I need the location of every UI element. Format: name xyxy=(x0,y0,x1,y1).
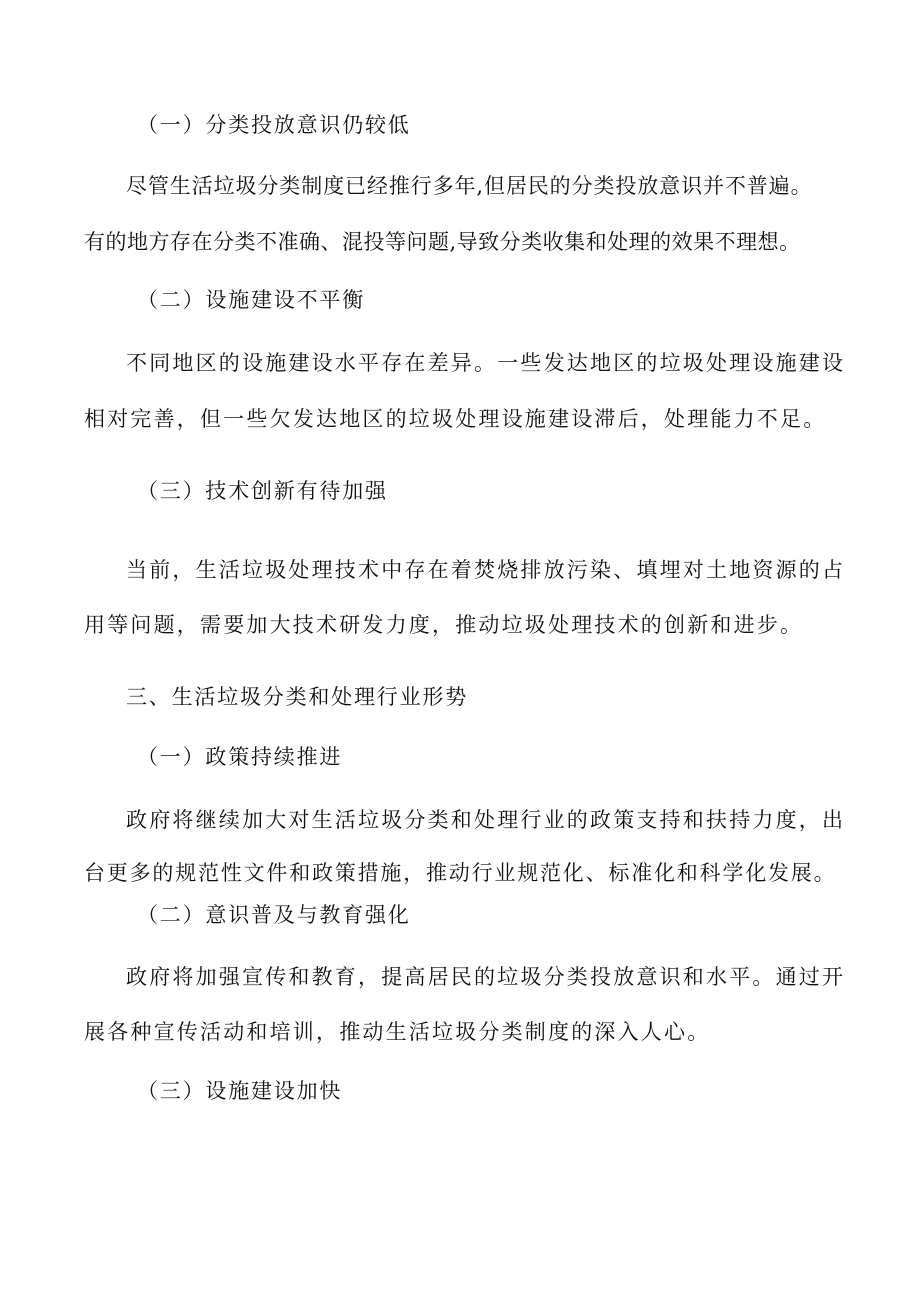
paragraph-line: 展各种宣传活动和培训，推动生活垃圾分类制度的深入人心。 xyxy=(84,1020,711,1044)
subsection-heading: （二）意识普及与教育强化 xyxy=(137,903,411,927)
paragraph-line: 不同地区的设施建设水平存在差异。一些发达地区的垃圾处理设施建设 xyxy=(126,351,846,375)
paragraph-line: 政府将继续加大对生活垃圾分类和处理行业的政策支持和扶持力度，出 xyxy=(126,808,846,832)
paragraph-line: 尽管生活垃圾分类制度已经推行多年,但居民的分类投放意识并不普遍。 xyxy=(126,174,813,198)
paragraph-line: 当前，生活垃圾处理技术中存在着焚烧排放污染、填埋对土地资源的占 xyxy=(126,558,846,582)
subsection-heading: （一）分类投放意识仍较低 xyxy=(137,113,411,137)
paragraph-line: 用等问题，需要加大技术研发力度，推动垃圾处理技术的创新和进步。 xyxy=(84,613,804,637)
paragraph-line: 政府将加强宣传和教育，提高居民的垃圾分类投放意识和水平。通过开 xyxy=(126,965,846,989)
paragraph-line: 台更多的规范性文件和政策措施，推动行业规范化、标准化和科学化发展。 xyxy=(84,861,837,885)
subsection-heading: （二）设施建设不平衡 xyxy=(137,288,365,312)
subsection-heading: （三）设施建设加快 xyxy=(137,1079,343,1103)
subsection-heading: （一）政策持续推进 xyxy=(137,745,343,769)
section-heading: 三、生活垃圾分类和处理行业形势 xyxy=(126,685,468,709)
paragraph-line: 相对完善，但一些欠发达地区的垃圾处理设施建设滞后，处理能力不足。 xyxy=(84,407,827,431)
paragraph-line: 有的地方存在分类不准确、混投等问题,导致分类收集和处理的效果不理想。 xyxy=(84,230,801,254)
subsection-heading: （三）技术创新有待加强 xyxy=(137,479,388,503)
